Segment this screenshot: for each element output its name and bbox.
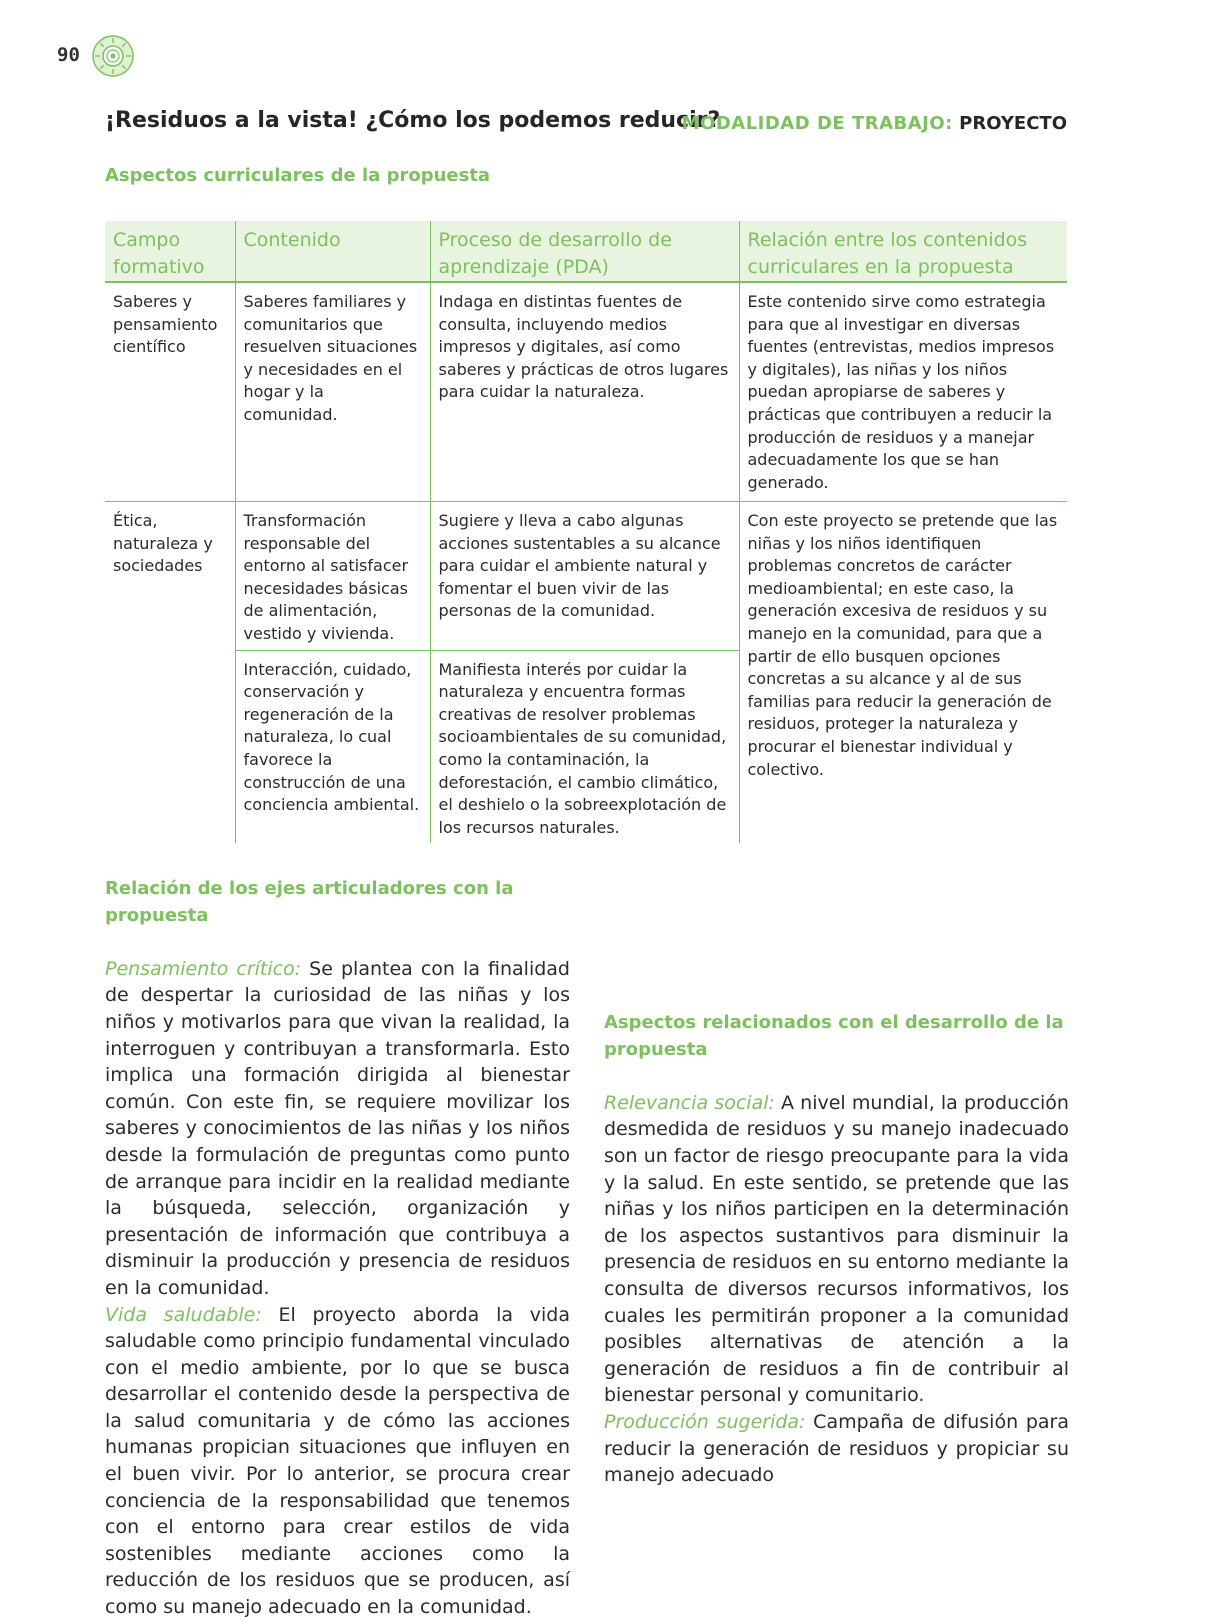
cell-contenido: Interacción, cuidado, conservación y regeneración de la naturaleza, lo cual favorece la construcción de una conciencia ambiental.: [235, 650, 430, 843]
produccion-sugerida-term: Producción sugerida:: [604, 1410, 806, 1433]
ejes-heading: Relación de los ejes articuladores con la propuesta: [105, 878, 514, 926]
curricular-heading: Aspectos curriculares de la propuesta: [105, 165, 491, 186]
vida-saludable-text: El proyecto aborda la vida saludable como principio fundamental vinculado con el medio ambiente, por lo que se busca desarrollar el contenido desde la perspectiva de la salud comunitaria y de cómo las acciones humanas propician situaciones que influyen en el buen vivir. Por lo anterior, se procura crear conciencia de la responsabilidad que tenemos con el entorno para crear estilos de vida sostenibles mediante acciones como la reducción de los residuos que se producen, así como su manejo adecuado en la comunidad.: [105, 1303, 570, 1619]
cell-pda: Manifiesta interés por cuidar la naturaleza y encuentra formas creativas de resolver problemas socioambientales de su comunidad, como la contaminación, la deforestación, el cambio climático, el deshielo o la sobreexplotación de los recursos naturales.: [430, 650, 739, 843]
table-row: [105, 502, 1067, 651]
right-column: [604, 1010, 1069, 1489]
cell-campo: Saberes y pensamiento científico: [105, 282, 235, 502]
vida-saludable-paragraph: [105, 1302, 570, 1621]
table-row: [105, 282, 1067, 502]
header-relacion: Relación entre los contenidos curriculares en la propuesta: [739, 221, 1067, 282]
produccion-sugerida-text: Campaña de difusión para reducir la generación de residuos y propiciar su manejo adecuado: [604, 1410, 1069, 1487]
curricular-table: [105, 221, 1067, 843]
cell-relacion: Este contenido sirve como estrategia para que al investigar en diversas fuentes (entrevistas, medios impresos y digitales), las niñas y los niños puedan apropiarse de saberes y prácticas que contribuyen a reducir la producción de residuos y a manejar adecuadamente los que se han generado.: [739, 282, 1067, 502]
vida-saludable-term: Vida saludable:: [105, 1303, 262, 1326]
pensamiento-critico-paragraph: [105, 956, 570, 1302]
cell-contenido: Transformación responsable del entorno al satisfacer necesidades básicas de alimentación, vestido y vivienda.: [235, 502, 430, 651]
table-header-row: [105, 221, 1067, 282]
cell-relacion: Con este proyecto se pretende que las niñas y los niños identifiquen problemas concretos de carácter medioambiental; en este caso, la generación excesiva de residuos y su manejo en la comunidad, para que a partir de ello busquen opciones concretas a su alcance y al de sus familias para reducir la generación de residuos, proteger la naturaleza y procurar el bienestar individual y colectivo.: [739, 502, 1067, 844]
desarrollo-heading: Aspectos relacionados con el desarrollo de la propuesta: [604, 1012, 1064, 1060]
header-campo: Campo formativo: [105, 221, 235, 282]
cell-campo: Ética, naturaleza y sociedades: [113, 511, 213, 576]
page-number: 90: [57, 44, 80, 66]
cell-pda: Sugiere y lleva a cabo algunas acciones sustentables a su alcance para cuidar el ambiente natural y fomentar el buen vivir de las personas de la comunidad.: [430, 502, 739, 651]
left-column: [105, 876, 570, 1621]
cell-contenido: Saberes familiares y comunitarios que resuelven situaciones y necesidades en el hogar y la comunidad.: [235, 282, 430, 502]
cell-pda: Indaga en distintas fuentes de consulta, incluyendo medios impresos y digitales, así como saberes y prácticas de otros lugares para cuidar la naturaleza.: [430, 282, 739, 502]
modalidad-label: MODALIDAD DE TRABAJO:: [681, 113, 953, 134]
pensamiento-critico-term: Pensamiento crítico:: [105, 957, 302, 980]
relevancia-social-text: A nivel mundial, la producción desmedida de residuos y su manejo inadecuado son un factor de riesgo preocupante para la vida y la salud. En este sentido, se pretende que las niñas y los niños participen en la determinación de los aspectos sustantivos para disminuir la presencia de residuos en su entorno mediante la consulta de diversos recursos informativos, los cuales les permitirán proponer a la comunidad posibles alternativas de atención a la generación de residuos a fin de contribuir al bienestar personal y comunitario.: [604, 1091, 1069, 1407]
pensamiento-critico-text: Se plantea con la finalidad de despertar la curiosidad de las niñas y los niños y motivarlos para que vivan la realidad, la interroguen y contribuyan a transformarla. Esto implica una formación dirigida al bienestar común. Con este fin, se requiere movilizar los saberes y conocimientos de las niñas y los niños desde la formulación de preguntas como punto de arranque para incidir en la realidad mediante la búsqueda, selección, organización y presentación de información que contribuya a disminuir la producción y presencia de residuos en la comunidad.: [105, 957, 570, 1299]
modalidad-trabajo: [682, 113, 1067, 134]
relevancia-social-paragraph: [604, 1090, 1069, 1409]
header-contenido: Contenido: [235, 221, 430, 282]
relevancia-social-term: Relevancia social:: [604, 1091, 775, 1114]
produccion-sugerida-paragraph: [604, 1409, 1069, 1489]
header-pda: Proceso de desarrollo de aprendizaje (PDA): [430, 221, 739, 282]
modalidad-value: PROYECTO: [959, 113, 1067, 134]
green-sun-circle-icon: [92, 35, 134, 77]
page-title: ¡Residuos a la vista! ¿Cómo los podemos reducir?: [105, 108, 721, 133]
